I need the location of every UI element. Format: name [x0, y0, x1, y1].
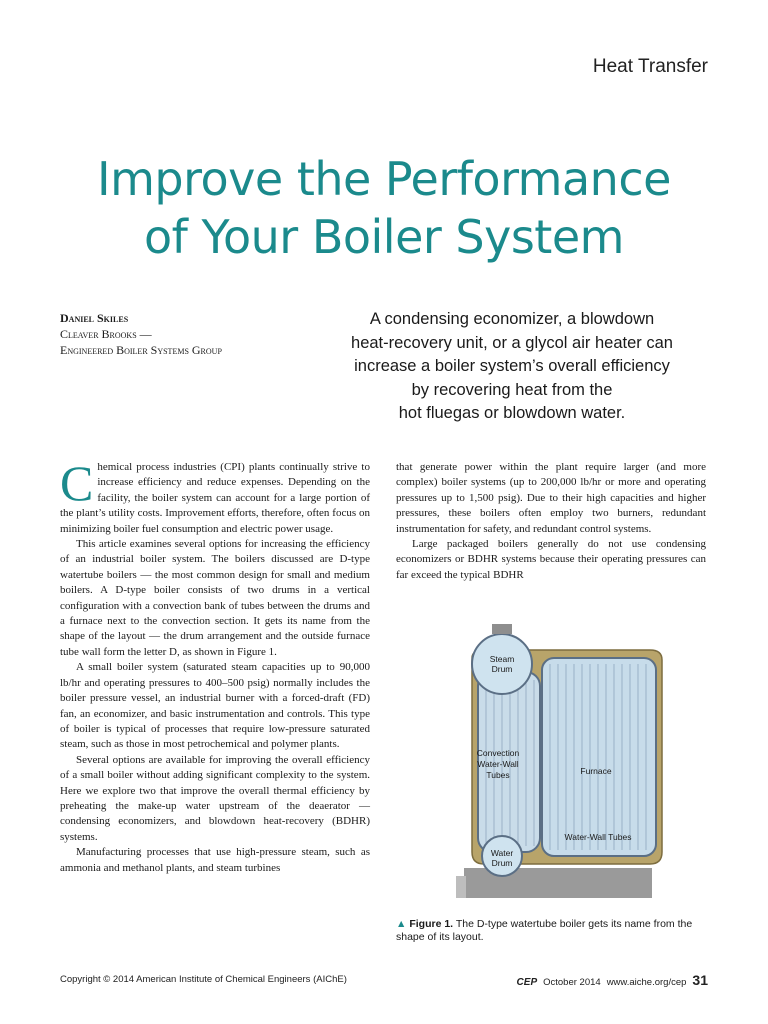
- figure-caption-label: Figure 1.: [409, 918, 454, 930]
- label-convection-2: Water-Wall: [477, 759, 519, 769]
- label-steam-drum-2: Drum: [491, 664, 513, 674]
- deck-line: A condensing economizer, a blowdown: [369, 310, 655, 328]
- title-line-2: of Your Boiler System: [144, 210, 624, 264]
- copyright-notice: Copyright © 2014 American Institute of Chemical Engineers (AIChE): [60, 974, 347, 985]
- label-convection-1: Convection: [476, 748, 520, 758]
- body-paragraph: Several options are available for improving the overall efficiency of a small boiler without adding significant complexity to the system. Here we explore two that improve the overall thermal efficiency by preheating the make-up water upstream of the deaerator — condensing economizers, and blowdown heat-recovery (BDHR) systems.: [60, 753, 370, 843]
- label-convection-3: Tubes: [486, 770, 510, 780]
- body-paragraph: This article examines several options for increasing the efficiency of an industrial boiler system. The boilers discussed are D-type watertube boilers — the most common design for small and medium boilers. A D-type boiler consists of two drums in a vertical configuration with a convection bank of tubes between the drums and a furnace next to the convection section. It gets its name from the shape of the layout — the drum arrangement and the outside furnace tube wall form the letter D, as shown in Figure 1.: [60, 538, 370, 658]
- page-footer: [60, 972, 708, 988]
- steam-drum-nozzle: [492, 624, 512, 634]
- issue-date: October 2014: [543, 977, 601, 988]
- body-paragraph: that generate power within the plant require larger (and more complex) boiler systems (up to 200,000 lb/hr or more and operating pressures up to 1,500 psig). Due to their high capacities and higher pressures, these boilers often employ two burners, redundant instrumentation for safety, and redundant control systems.: [396, 461, 706, 535]
- boiler-base-left: [456, 876, 466, 898]
- furnace-chamber: [542, 658, 656, 856]
- body-column-left: [60, 455, 370, 876]
- boiler-figure: [454, 620, 668, 902]
- section-label: Heat Transfer: [592, 56, 708, 77]
- journal-url[interactable]: www.aiche.org/cep: [606, 977, 687, 988]
- drop-cap: C: [60, 455, 94, 511]
- footer-right: [517, 972, 708, 988]
- deck-line: hot fluegas or blowdown water.: [398, 404, 626, 422]
- label-steam-drum-1: Steam: [489, 654, 515, 664]
- body-paragraph: [60, 455, 370, 537]
- page-number: 31: [692, 972, 708, 988]
- label-furnace: Furnace: [580, 766, 612, 776]
- deck-line: by recovering heat from the: [411, 380, 613, 399]
- journal-logo: CEP: [516, 977, 538, 988]
- article-deck: [316, 308, 708, 426]
- label-waterwall-tubes: Water-Wall Tubes: [564, 832, 632, 842]
- author-affiliation-2: Engineered Boiler Systems Group: [60, 343, 222, 357]
- body-paragraph: Manufacturing processes that use high-pressure steam, such as ammonia and methanol plants, and steam turbines: [60, 846, 370, 874]
- paragraph-text: hemical process industries (CPI) plants continually strive to increase efficiency and reduce expenses. Depending on the facility, the boiler system can account for a large portion of the plant’s utility costs. Improvement efforts, therefore, often focus on minimizing boiler fuel consumption and electric power usage.: [60, 461, 370, 535]
- body-column-right: [396, 460, 706, 583]
- body-paragraph: A small boiler system (saturated steam capacities up to 90,000 lb/hr and operating pressures to 400–500 psig) normally includes the boiler pressure vessel, an industrial burner with a forced-draft (FD) fan, an economizer, and basic instrumentation and controls. This type of boiler is typical of processes that require low-pressure saturated steam, such as those in most petrochemical and polymer plants.: [60, 661, 370, 751]
- body-paragraph: Large packaged boilers generally do not use condensing economizers or BDHR systems because their operating pressures can far exceed the typical BDHR: [396, 538, 706, 581]
- article-title: [0, 150, 768, 266]
- triangle-up-icon: ▲: [396, 918, 407, 930]
- author-affiliation-1: Cleaver Brooks —: [60, 327, 152, 341]
- deck-line: increase a boiler system’s overall efficiency: [354, 357, 670, 375]
- label-water-drum-1: Water: [490, 848, 514, 858]
- author-name: Daniel Skiles: [60, 311, 129, 325]
- boiler-diagram: [454, 620, 668, 902]
- deck-line: heat-recovery unit, or a glycol air heater can: [351, 333, 673, 352]
- title-line-1: Improve the Performance: [97, 152, 671, 206]
- figure-caption-text: The D-type watertube boiler gets its name from the shape of its layout.: [396, 918, 693, 943]
- label-water-drum-2: Drum: [491, 858, 513, 868]
- author-block: [60, 310, 300, 358]
- figure-caption: [396, 918, 706, 944]
